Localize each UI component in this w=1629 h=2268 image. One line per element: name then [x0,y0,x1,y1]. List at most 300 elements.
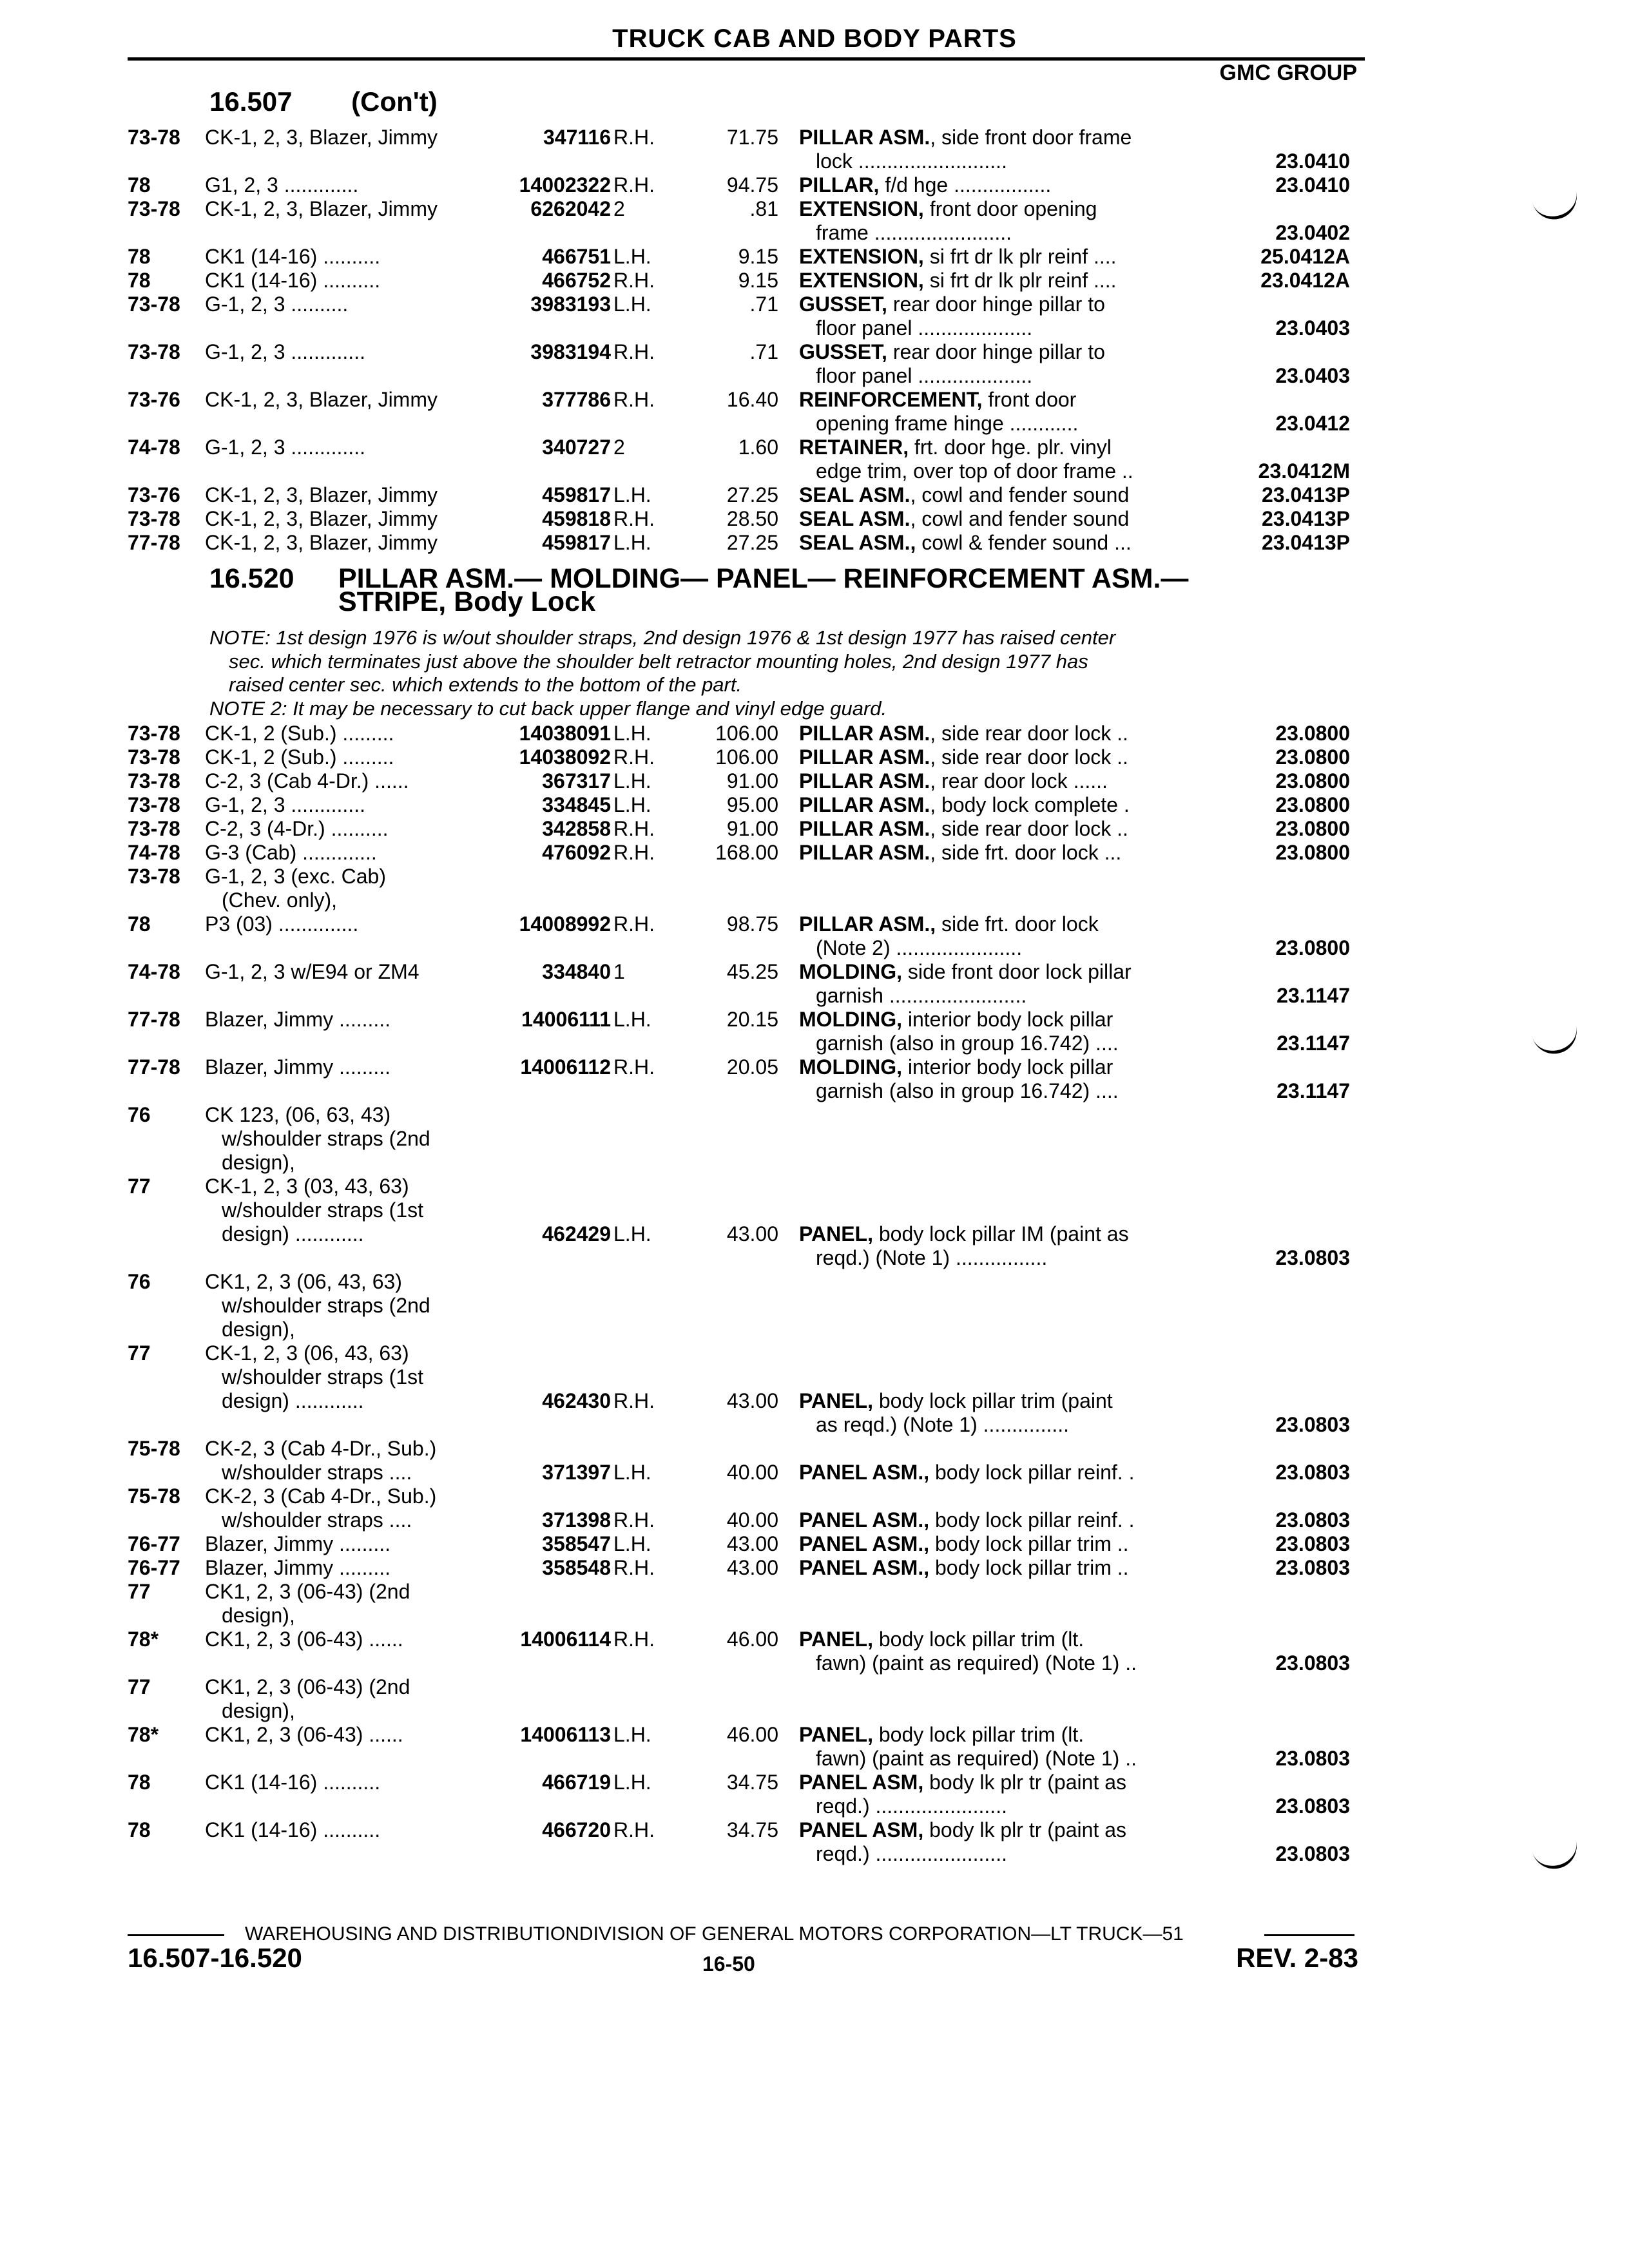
footer-revision: REV. 2-83 [1236,1943,1358,1973]
price: 16.40 [726,388,778,411]
table-row [0,912,1629,960]
section-continued: (Con't) [351,86,438,117]
model-year: 73-76 [128,483,180,506]
table-row [0,483,1629,507]
side-qty: L.H. [613,531,651,554]
price: 40.00 [726,1461,778,1484]
part-name: PILLAR, [799,173,880,197]
part-description [799,841,1211,865]
model-description: CK-1, 2, 3, Blazer, Jimmy [205,126,438,149]
table-row [0,340,1629,388]
side-qty: R.H. [613,507,655,530]
part-number: 459818 [542,507,611,530]
part-name: SEAL ASM., [799,531,916,554]
row-line [0,912,1629,936]
page-header-title: TRUCK CAB AND BODY PARTS [612,24,1017,53]
side-qty: L.H. [613,1222,651,1245]
table-row [0,960,1629,1008]
table-row [0,1103,1629,1175]
part-number: 462430 [542,1389,611,1412]
side-qty: L.H. [613,1723,651,1746]
price: 46.00 [726,1628,778,1651]
model-description: w/shoulder straps .... [222,1461,412,1484]
table-row [0,126,1629,173]
table-row [0,1008,1629,1055]
row-line [0,1365,1629,1389]
price: .71 [749,293,778,316]
part-description-text: , side rear door lock .. [930,722,1128,745]
row-line [0,769,1629,793]
part-name: PILLAR ASM., [799,912,936,936]
table-row [0,1437,1629,1485]
table-row [0,1675,1629,1723]
part-description-text: rear door hinge pillar to [887,340,1105,363]
model-year: 76-77 [128,1532,180,1555]
side-qty: L.H. [613,1771,651,1794]
part-number: 347116 [543,126,611,149]
part-description-text: si frt dr lk plr reinf .... [923,245,1117,268]
row-line [0,1771,1629,1794]
group-number: 23.0800 [1275,936,1350,959]
part-number: 6262042 [530,197,611,220]
row-line [0,1222,1629,1246]
part-description [799,1723,1211,1747]
side-qty: L.H. [613,1008,651,1031]
footer-section-range: 16.507-16.520 [128,1943,302,1973]
row-line [0,1675,1629,1699]
price: 43.00 [726,1556,778,1579]
section-number: 16.507 [209,86,293,117]
row-line [0,293,1629,316]
price: 27.25 [726,483,778,506]
part-name: MOLDING, [799,960,902,983]
part-description-text: reqd.) ....................... [816,1794,1007,1818]
side-qty: L.H. [613,769,651,793]
model-description: CK-1, 2, 3, Blazer, Jimmy [205,483,438,506]
part-description [799,1556,1211,1580]
row-line [0,1794,1629,1818]
price: 95.00 [726,793,778,816]
model-description: CK1, 2, 3 (06-43) ...... [205,1628,403,1651]
price: 45.25 [726,960,778,983]
table-row [0,436,1629,483]
part-number: 358548 [542,1556,611,1579]
part-description-cont [799,1032,1211,1055]
part-number: 371398 [542,1508,611,1532]
part-description-text: frt. door hge. plr. vinyl [909,436,1112,459]
group-number: 23.1147 [1277,984,1350,1007]
part-description [799,1008,1211,1032]
part-description-text: side front door lock pillar [901,960,1132,983]
table-row [0,1055,1629,1103]
part-description-cont [799,936,1211,960]
part-description-cont [799,1794,1211,1818]
part-description [799,745,1211,769]
model-year: 73-78 [128,745,180,769]
model-year: 74-78 [128,960,180,983]
section-notes [209,626,1356,720]
row-line [0,1604,1629,1628]
row-line [0,1079,1629,1103]
part-description [799,483,1211,507]
row-line [0,1008,1629,1032]
model-year: 73-78 [128,722,180,745]
part-name: PILLAR ASM. [799,126,930,149]
part-description-text: edge trim, over top of door frame .. [816,459,1133,483]
part-description-text: body lock pillar trim .. [929,1532,1129,1555]
part-name: PANEL, [799,1628,873,1651]
model-year: 77 [128,1175,151,1198]
side-qty: 1 [613,960,625,983]
part-description [799,340,1211,364]
part-description-text: body lock pillar reinf. . [929,1508,1135,1532]
part-name: PILLAR ASM. [799,817,930,840]
side-qty: R.H. [613,269,655,292]
part-description-text: reqd.) ....................... [816,1842,1007,1865]
group-number: 23.0800 [1275,841,1350,864]
model-description: CK-1, 2, 3, Blazer, Jimmy [205,531,438,554]
model-description: CK-1, 2, 3 (03, 43, 63) [205,1175,409,1198]
group-number: 23.0803 [1275,1246,1350,1269]
part-name: PILLAR ASM. [799,841,930,864]
row-line [0,984,1629,1008]
side-qty: 2 [613,436,625,459]
row-line [0,1747,1629,1771]
model-description: CK 123, (06, 63, 43) [205,1103,391,1126]
part-description-text: floor panel .................... [816,316,1033,340]
side-qty: 2 [613,197,625,220]
part-description [799,531,1211,555]
model-description: CK-1, 2, 3 (06, 43, 63) [205,1341,409,1365]
table-row [0,1723,1629,1771]
part-description-text: interior body lock pillar [901,1008,1113,1031]
header-rule [128,57,1365,61]
part-name: GUSSET, [799,293,887,316]
part-number: 466751 [542,245,611,268]
group-number: 23.0410 [1275,149,1350,173]
model-description: CK1, 2, 3 (06-43) ...... [205,1723,403,1746]
group-number: 23.0800 [1275,769,1350,793]
row-line [0,388,1629,412]
group-number: 23.0410 [1275,173,1350,197]
part-number: 340727 [542,436,611,459]
part-description-cont [799,1651,1211,1675]
part-number: 367317 [542,769,611,793]
part-description-text: , cowl and fender sound [910,483,1130,506]
model-year: 73-78 [128,769,180,793]
model-year: 74-78 [128,436,180,459]
model-description: G-1, 2, 3 w/E94 or ZM4 [205,960,419,983]
row-line [0,1032,1629,1055]
row-line [0,936,1629,960]
part-name: PANEL ASM., [799,1532,930,1555]
group-number: 23.0803 [1275,1794,1350,1818]
table-row [0,841,1629,865]
part-number: 14006113 [520,1723,611,1746]
model-year: 77 [128,1675,151,1698]
part-description-text: , rear door lock ...... [930,769,1108,793]
model-description: G-1, 2, 3 ............. [205,436,365,459]
model-year: 75-78 [128,1437,180,1460]
row-line [0,1842,1629,1866]
parts-table-16520 [0,722,1629,1866]
part-name: PANEL, [799,1723,873,1746]
model-year: 73-78 [128,197,180,220]
part-name: PILLAR ASM. [799,793,930,816]
part-name: EXTENSION, [799,245,924,268]
part-number: 342858 [542,817,611,840]
part-description-text: body lock pillar trim (paint [872,1389,1113,1412]
row-line [0,1628,1629,1651]
row-line [0,1532,1629,1556]
part-name: PANEL ASM, [799,1771,924,1794]
footer-publisher: WAREHOUSING AND DISTRIBUTIONDIVISION OF GENERAL MOTORS CORPORATION—LT TRUCK—51 [245,1923,1184,1945]
part-name: EXTENSION, [799,197,924,220]
model-year: 77 [128,1580,151,1603]
model-description: CK-1, 2 (Sub.) ......... [205,745,394,769]
part-description-text: fawn) (paint as required) (Note 1) .. [816,1747,1137,1770]
group-number: 23.0803 [1275,1651,1350,1675]
row-line [0,1341,1629,1365]
price: 43.00 [726,1389,778,1412]
group-number: 23.0413P [1261,531,1350,554]
price: 98.75 [726,912,778,936]
note-line: raised center sec. which extends to the bottom of the part. [229,673,742,696]
section-title-line1: PILLAR ASM.— MOLDING— PANEL— REINFORCEMENT ASM.— [338,563,1189,594]
part-description-cont [799,412,1211,436]
side-qty: R.H. [613,817,655,840]
model-year: 78 [128,1771,151,1794]
model-description: Blazer, Jimmy ......... [205,1008,391,1031]
model-description: CK1, 2, 3 (06, 43, 63) [205,1270,402,1293]
group-number: 23.0412A [1260,269,1350,292]
part-description [799,197,1211,221]
part-number: 14006112 [520,1055,611,1079]
part-description [799,769,1211,793]
part-description [799,1389,1211,1413]
part-number: 14008992 [519,912,611,936]
part-description [799,388,1211,412]
side-qty: L.H. [613,722,651,745]
part-description-text: body lk plr tr (paint as [923,1771,1126,1794]
part-number: 358547 [542,1532,611,1555]
part-name: PILLAR ASM. [799,769,930,793]
part-description-cont [799,1842,1211,1866]
part-description-text: frame ........................ [816,221,1012,244]
part-description-text: side frt. door lock [936,912,1099,936]
row-line [0,1556,1629,1580]
price: 34.75 [726,1818,778,1841]
model-description: CK-2, 3 (Cab 4-Dr., Sub.) [205,1485,437,1508]
model-description: CK1 (14-16) .......... [205,245,381,268]
part-description-text: , side frt. door lock ... [930,841,1122,864]
side-qty: R.H. [613,841,655,864]
side-qty: R.H. [613,912,655,936]
table-row [0,1628,1629,1675]
row-line [0,197,1629,221]
part-description-text: , side front door frame [930,126,1132,149]
price: 106.00 [715,722,778,745]
row-line [0,126,1629,149]
part-description-text: rear door hinge pillar to [887,293,1105,316]
model-year: 78 [128,1818,151,1841]
part-name: PANEL ASM, [799,1818,924,1841]
part-number: 459817 [542,531,611,554]
part-description-cont [799,459,1211,483]
footer-rule [1264,1934,1354,1936]
group-number: 23.0800 [1275,793,1350,816]
part-name: PILLAR ASM. [799,745,930,769]
model-description: P3 (03) .............. [205,912,359,936]
part-description-text: opening frame hinge ............ [816,412,1079,435]
model-year: 76-77 [128,1556,180,1579]
row-line [0,1818,1629,1842]
part-description [799,436,1211,459]
price: 46.00 [726,1723,778,1746]
group-number: 23.0803 [1275,1747,1350,1770]
row-line [0,1413,1629,1437]
row-line [0,531,1629,555]
model-year: 73-78 [128,126,180,149]
row-line [0,865,1629,889]
part-name: SEAL ASM. [799,483,911,506]
price: 27.25 [726,531,778,554]
section-title-line2: STRIPE, Body Lock [338,586,596,617]
part-description [799,269,1211,293]
part-description [799,1771,1211,1794]
table-row [0,865,1629,912]
part-description-text: f/d hge ................. [879,173,1052,197]
row-line [0,1651,1629,1675]
part-name: MOLDING, [799,1055,902,1079]
model-year: 73-78 [128,507,180,530]
part-number: 459817 [542,483,611,506]
model-year: 78 [128,912,151,936]
table-row [0,1818,1629,1866]
part-number: 476092 [542,841,611,864]
group-number: 23.0800 [1275,817,1350,840]
part-number: 334845 [542,793,611,816]
part-description-cont [799,316,1211,340]
group-number: 23.0413P [1261,507,1350,530]
row-line [0,817,1629,841]
part-description [799,793,1211,817]
part-description [799,722,1211,745]
part-description-text: si frt dr lk plr reinf .... [923,269,1117,292]
part-number: 14006114 [520,1628,611,1651]
row-line [0,149,1629,173]
row-line [0,841,1629,865]
model-description: G-1, 2, 3 ............. [205,793,365,816]
price: 91.00 [726,769,778,793]
model-description: design) ............ [222,1389,364,1412]
part-name: PANEL ASM., [799,1508,930,1532]
group-number: 25.0412A [1260,245,1350,268]
table-row [0,269,1629,293]
part-name: PANEL, [799,1222,873,1245]
part-description-text: lock .......................... [816,149,1007,173]
model-year: 73-78 [128,817,180,840]
model-year: 78* [128,1723,159,1746]
row-line [0,245,1629,269]
table-row [0,1771,1629,1818]
side-qty: L.H. [613,793,651,816]
table-row [0,173,1629,197]
group-number: 23.0413P [1261,483,1350,506]
part-description-text: body lock pillar IM (paint as [872,1222,1129,1245]
group-number: 23.0803 [1275,1842,1350,1865]
row-line [0,1151,1629,1175]
table-row [0,245,1629,269]
footer-page-number: 16-50 [702,1952,755,1975]
group-number: 23.0803 [1275,1461,1350,1484]
part-description-cont [799,221,1211,245]
part-description [799,1461,1211,1485]
model-description: design), [222,1318,295,1341]
price: 28.50 [726,507,778,530]
side-qty: R.H. [613,1508,655,1532]
model-year: 77-78 [128,531,180,554]
price: 94.75 [726,173,778,197]
part-description-text: body lock pillar trim (lt. [872,1723,1084,1746]
table-row [0,1485,1629,1532]
price: 43.00 [726,1222,778,1245]
part-number: 334840 [542,960,611,983]
note-line: sec. which terminates just above the shoulder belt retractor mounting holes, 2nd design 1977 has [229,649,1088,673]
part-description-text: body lock pillar reinf. . [929,1461,1135,1484]
price: 9.15 [738,245,778,268]
part-name: SEAL ASM. [799,507,911,530]
part-number: 466720 [542,1818,611,1841]
table-row [0,745,1629,769]
footer-rule [128,1934,224,1936]
part-description [799,173,1211,197]
part-number: 462429 [542,1222,611,1245]
row-line [0,316,1629,340]
group-number: 23.0800 [1275,722,1350,745]
price: 91.00 [726,817,778,840]
model-description: design) ............ [222,1222,364,1245]
price: .81 [749,197,778,220]
part-number: 14002322 [519,173,611,197]
part-name: EXTENSION, [799,269,924,292]
part-description-text: fawn) (paint as required) (Note 1) .. [816,1651,1137,1675]
model-year: 78 [128,245,151,268]
side-qty: R.H. [613,1628,655,1651]
part-description-text: floor panel .................... [816,364,1033,387]
price: 106.00 [715,745,778,769]
model-year: 74-78 [128,841,180,864]
table-row [0,769,1629,793]
model-description: CK1, 2, 3 (06-43) (2nd [205,1580,410,1603]
row-line [0,1175,1629,1198]
part-description-text: garnish (also in group 16.742) .... [816,1079,1119,1102]
group-number: 23.0403 [1275,316,1350,340]
part-description-text: (Note 2) ...................... [816,936,1023,959]
price: 71.75 [726,126,778,149]
model-description: G-3 (Cab) ............. [205,841,377,864]
part-description-cont [799,984,1211,1008]
row-line [0,1485,1629,1508]
table-row [0,793,1629,817]
part-description [799,1055,1211,1079]
row-line [0,1437,1629,1461]
row-line [0,1580,1629,1604]
model-description: Blazer, Jimmy ......... [205,1556,391,1579]
part-description-text: front door [982,388,1077,411]
table-row [0,531,1629,555]
model-description: w/shoulder straps (1st [222,1365,424,1389]
